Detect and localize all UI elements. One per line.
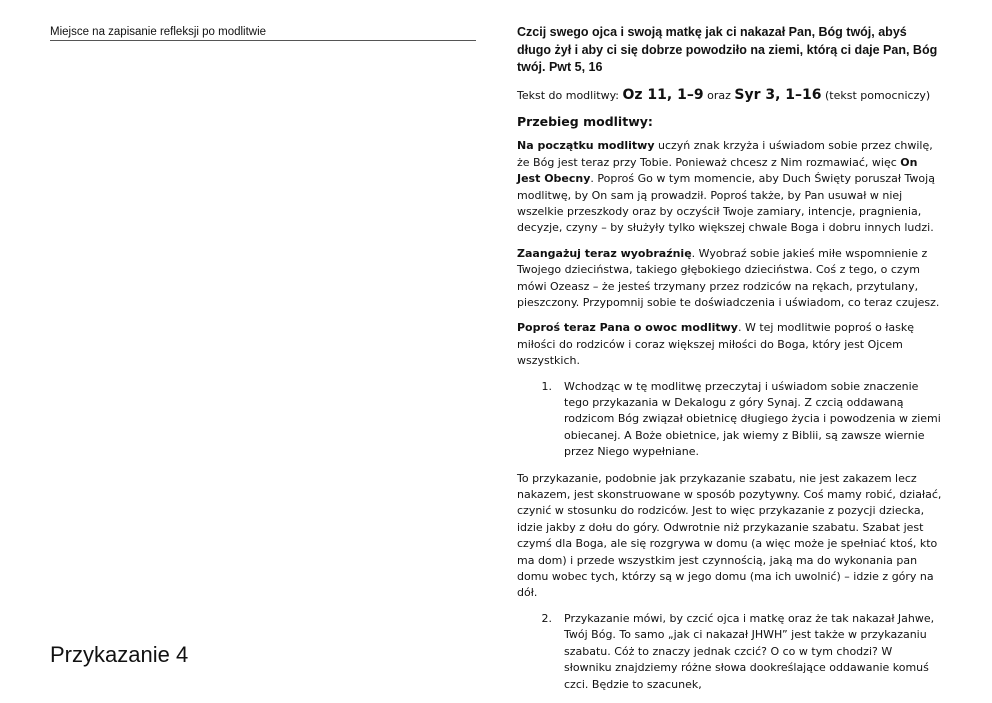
paragraph-beginning-text-a: uczyń znak krzyża i uświadom sobie przez chwilę, że Bóg jest teraz przy Tobie. Ponieważ chcesz z Nim rozmawiać, więc [517,139,933,169]
paragraph-imagination [517,246,942,312]
paragraph-beginning-emphasis: On Jest Obecny [517,155,918,186]
paragraph-fruit-lead: Poproś teraz Pana o owoc modlitwy [517,321,738,335]
list-item-text: Wchodząc w tę modlitwę przeczytaj i uświadom sobie znaczenie tego przykazania w Dekalogu z góry Synaj. Z czcią oddawaną rodzicom Bóg związał obietnicę długiego życia i powodzenia w ziemi obiecanej. A Boże obietnice, jak wiemy z Biblii, są zawsze wiernie przez Niego wypełniane. [564,379,941,459]
ref-mid: oraz [703,88,735,102]
paragraph-imagination-lead: Zaangażuj teraz wyobraźnię [517,246,692,260]
paragraph-beginning-text-b: . Poproś Go w tym momencie, aby Duch Święty poruszał Twoją modlitwę, by On sam ją prowadził. Poproś także, by Pan usuwał w niej wszelkie przeszkody oraz by oczyścił Twoje zamiary, intencje, pragnienia, decyzje, czyny – by służyły tylko większej chwale Boga i dobru innych ludzi. [517,172,935,235]
paragraph-beginning-lead: Na początku modlitwy [517,139,655,153]
list-item-text: Przykazanie mówi, by czcić ojca i matkę oraz że tak nakazał Jahwe, Twój Bóg. To samo „jak ci nakazał JHWH” jest także w przykazaniu szabatu. Cóż to znaczy jednak czcić? O co w tym chodzi? W słowniku znajdziemy różne słowa dookreślające oddawanie komuś czci. Będzie to szacunek, [564,611,935,691]
ref-prefix: Tekst do modlitwy: [517,88,623,102]
left-page [50,0,476,701]
paragraph-imagination-text: . Wyobraź sobie jakieś miłe wspomnienie z Twojego dzieciństwa, takiego głębokiego dzieciństwa. Coś z tego, o czym mówi Ozeasz – że jesteś trzymany przez rodziców na rękach, przytulany, pieszczony. Przypomnij sobie te doświadczenia i uświadom, co teraz czujesz. [517,246,940,309]
right-page [517,24,942,703]
section-heading: Przebieg modlitwy: [517,113,653,129]
list-number: 1. [541,379,552,393]
paragraph-fruit-text: . W tej modlitwie poproś o łaskę miłości do rodziców i coraz większej miłości do Boga, który jest Ojcem wszystkich. [517,321,915,368]
list-item-1 [517,379,942,461]
list-number: 2. [541,611,552,625]
prayer-text-reference [517,87,942,104]
paragraph-beginning [517,138,942,236]
reflection-header: Miejsce na zapisanie refleksji po modlitwie [50,25,476,41]
chapter-title: Przykazanie 4 [50,642,189,667]
paragraph-commandment: To przykazanie, podobnie jak przykazanie szabatu, nie jest zakazem lecz nakazem, jest skonstruowane w sposób pozytywny. Coś mamy robić, działać, czynić w stosunku do rodziców. Jest to więc przykazanie z pozycji dziecka, idzie jakby z dołu do góry. Odwrotnie niż przykazanie szabatu. Szabat jest czymś dla Boga, ale się rozgrywa w domu (a więc może je spełniać ktoś, kto ma dom) i przede wszystkim jest czynnością, jaką ma do wykonania pan domu wobec tych, którzy są w jego domu (ma ich uwolnić) – idzie z góry na dół. [517,471,942,600]
paragraph-fruit [517,320,942,369]
scripture-quote: Czcij swego ojca i swoją matkę jak ci nakazał Pan, Bóg twój, abyś długo żył i aby ci się dobrze powodziło na ziemi, którą ci daje Pan, Bóg twój. Pwt 5, 16 [517,25,938,74]
ref-hosea: Oz 11, 1–9 [622,86,704,103]
ref-sirach: Syr 3, 1–16 [734,86,822,103]
list-item-2 [517,611,942,693]
ref-suffix: (tekst pomocniczy) [821,88,931,102]
